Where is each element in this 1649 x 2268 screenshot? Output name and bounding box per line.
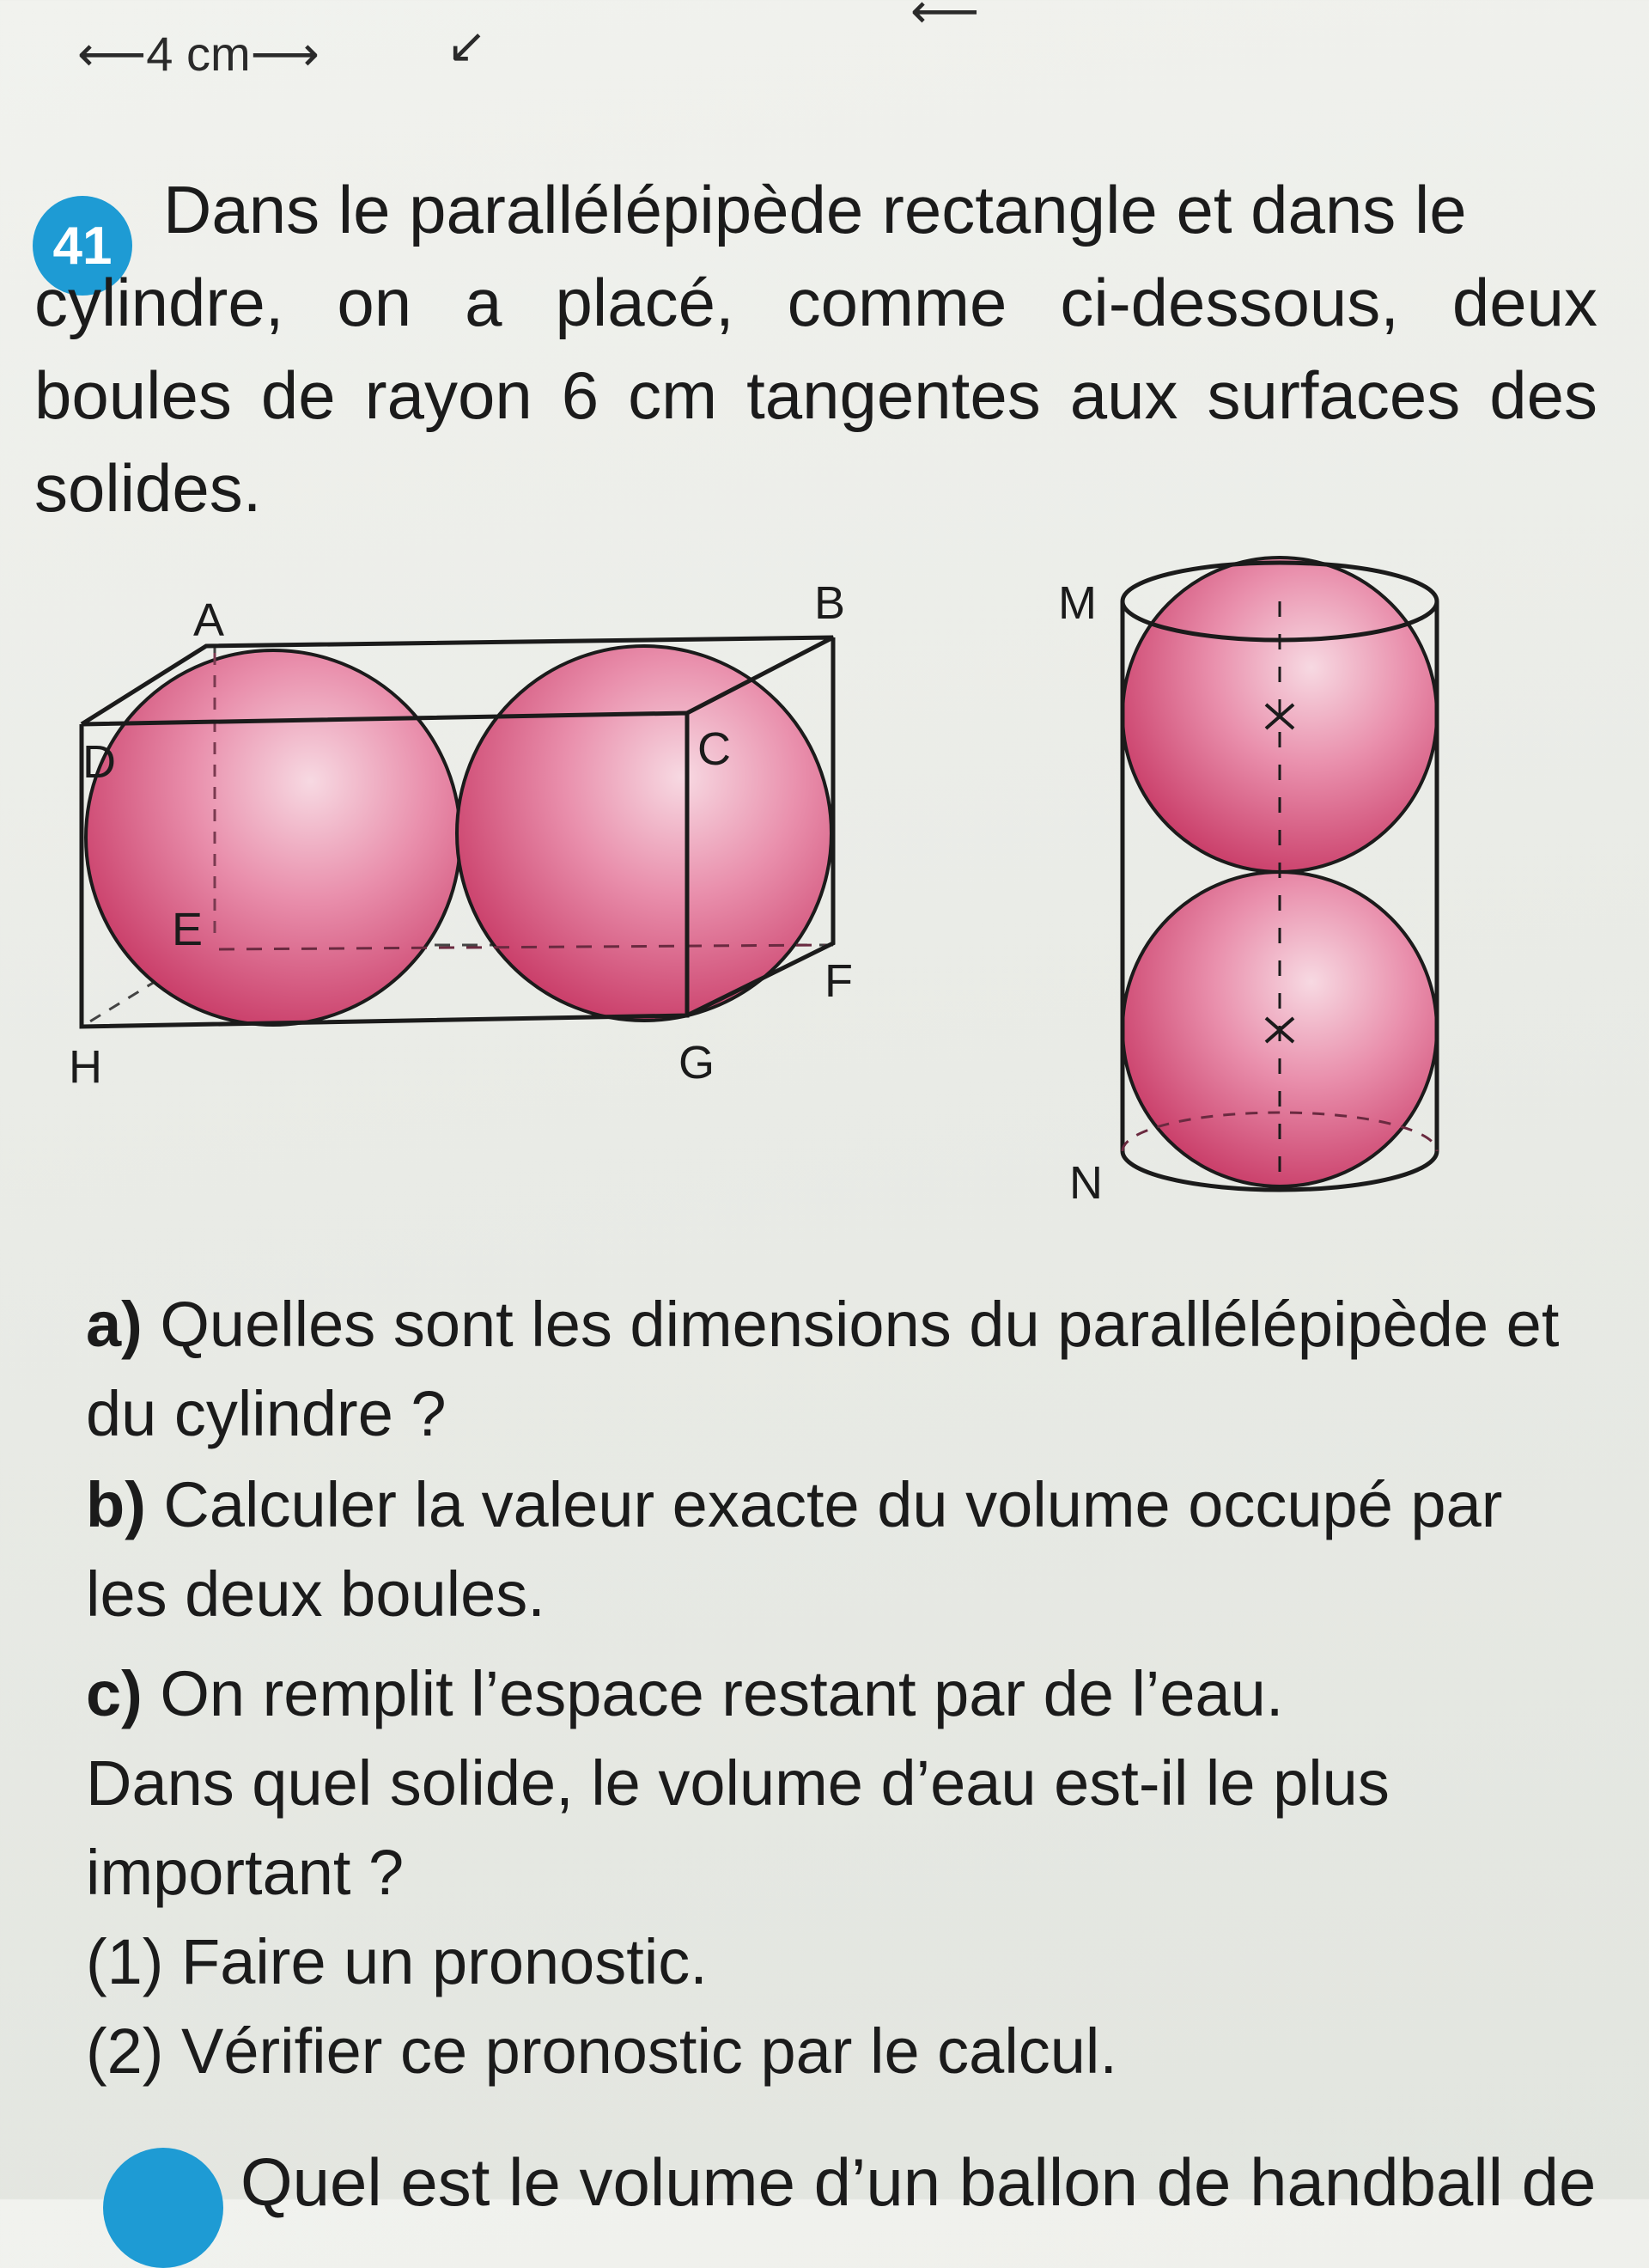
intro-rest: cylindre, on a placé, comme ci-dessous, deux boules de rayon 6 cm tangentes aux surfaces des solides. — [34, 265, 1597, 526]
dimension-label: 4 cm — [146, 27, 251, 81]
question-b — [86, 1460, 1597, 1639]
question-c — [86, 1649, 1597, 2096]
vertex-E: E — [172, 904, 204, 955]
cylinder-point-N: N — [1069, 1157, 1103, 1209]
question-a-text: Quelles sont les dimensions du parallélépipède et du cylindre ? — [86, 1289, 1560, 1449]
vertex-G: G — [678, 1037, 715, 1088]
arrow-right-icon: ⟶ — [250, 27, 319, 81]
question-c-line2: Dans quel solide, le volume d’eau est-il le plus important ? — [86, 1747, 1390, 1908]
arrow-left-icon: ⟵ — [77, 27, 147, 81]
cylinder-point-M: M — [1058, 577, 1097, 629]
vertex-H: H — [69, 1041, 102, 1093]
question-b-label: b) — [86, 1469, 146, 1540]
question-a — [86, 1280, 1597, 1459]
vertex-F: F — [824, 955, 853, 1007]
question-c-part1: (1) Faire un pronostic. — [86, 1926, 708, 1997]
vertex-B: B — [814, 577, 846, 629]
exercise-number-badge: 41 — [33, 196, 132, 296]
intro-line-1: Dans le parallélépipède rectangle et dans le — [163, 172, 1467, 247]
partial-arrow-label: ⟵ — [910, 0, 980, 38]
next-exercise-text: Quel est le volume d’un ballon de handball de — [240, 2144, 1597, 2220]
next-exercise-badge — [103, 2148, 223, 2268]
vertex-A: A — [193, 594, 225, 646]
sphere-box-right — [457, 646, 831, 1021]
parallelepiped — [82, 637, 833, 1027]
diagonal-arrow-icon: ↙ — [447, 18, 487, 72]
question-c-part2: (2) Vérifier ce pronostic par le calcul. — [86, 2015, 1117, 2087]
question-c-label: c) — [86, 1658, 143, 1729]
question-c-text: On remplit l’espace restant par de l’eau. — [160, 1658, 1284, 1729]
cylinder — [1123, 558, 1437, 1190]
vertex-C: C — [697, 723, 731, 775]
vertex-D: D — [82, 736, 116, 788]
question-a-label: a) — [86, 1289, 143, 1360]
question-b-text: Calculer la valeur exacte du volume occupé par les deux boules. — [86, 1469, 1503, 1630]
sphere-box-left — [86, 650, 460, 1025]
